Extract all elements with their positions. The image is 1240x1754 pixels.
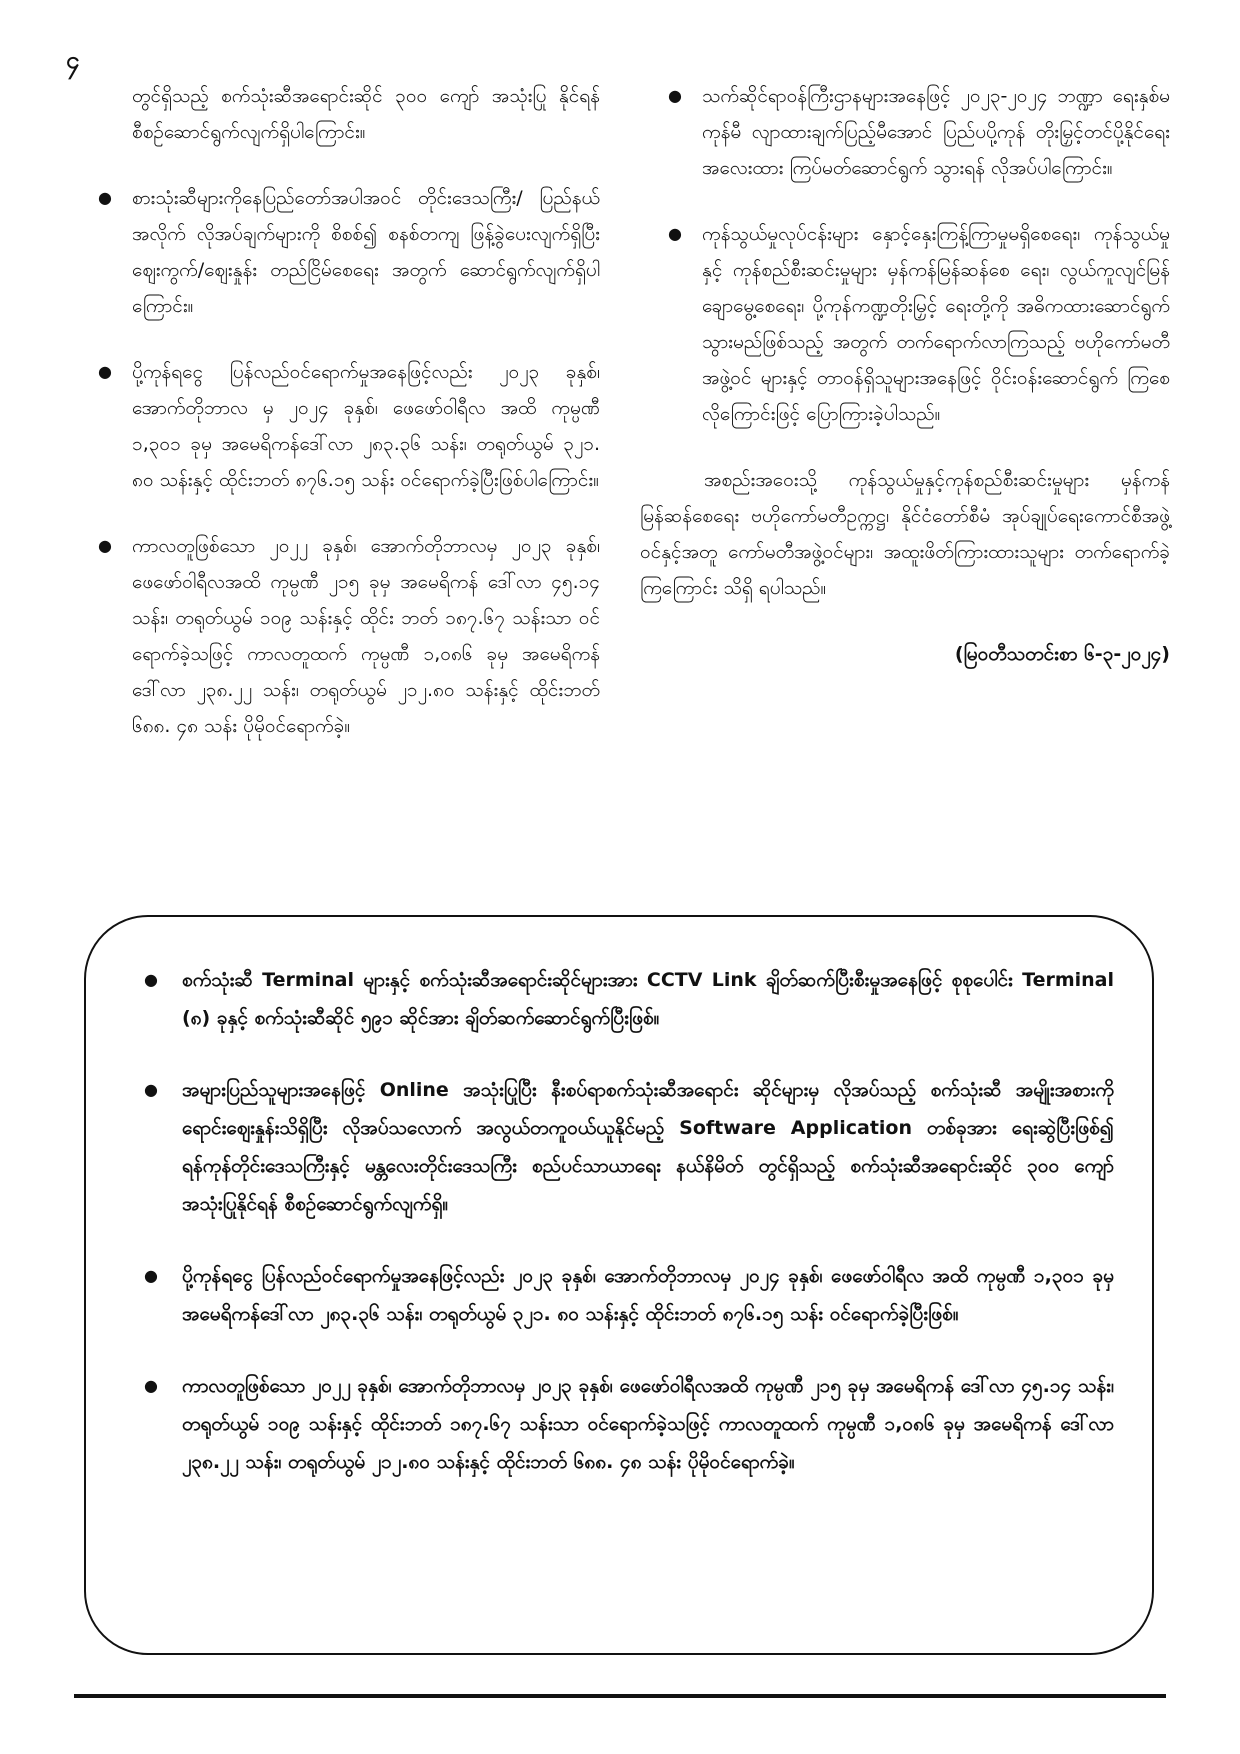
right-bullet-1: ● သက်ဆိုင်ရာဝန်ကြီးဌာနများအနေဖြင့် ၂၀၂၃-၂၀၂၄ ဘဏ္ဍာ ရေးနှစ်မကုန်မီ လျာထားချက်ပြည့်မီအောင် ပြည်ပပို့ကုန် တိုးမြှင့်တင်ပို့နိုင်ရေး အလေးထား ကြပ်မတ်ဆောင်ရွက် သွားရန် လိုအပ်ပါကြောင်း။ [640,78,1170,186]
left-bullet-2: ● ပို့ကုန်ရငွေ ပြန်လည်ဝင်ရောက်မှုအနေဖြင့်လည်း ၂၀၂၃ ခုနှစ်၊ အောက်တိုဘာလ မှ ၂၀၂၄ ခုနှစ်၊ ဖေဖော်ဝါရီလ အထိ ကုမ္ပဏီ ၁,၃၀၁ ခုမှ အမေရိကန်ဒေါ်လာ ၂၈၃.၃၆ သန်း၊ တရုတ်ယွမ် ၃၂၁. ၈၀ သန်းနှင့် ထိုင်းဘတ် ၈၇၆.၁၅ သန်း ဝင်ရောက်ခဲ့ပြီးဖြစ်ပါကြောင်း။ [70,354,600,498]
continued-paragraph: တွင်ရှိသည့် စက်သုံးဆီအရောင်းဆိုင် ၃၀၀ ကျော် အသုံးပြု နိုင်ရန် စီစဉ်ဆောင်ရွက်လျက်ရှိပါကြောင်း။ [132,85,600,143]
right-column [640,78,1170,702]
page-number: ၄ [66,46,80,74]
box-bullet-3: ● ပို့ကုန်ရငွေ ပြန်လည်ဝင်ရောက်မှုအနေဖြင့်လည်း ၂၀၂၃ ခုနှစ်၊ အောက်တိုဘာလမှ ၂၀၂၄ ခုနှစ်၊ ဖေဖော်ဝါရီလ အထိ ကုမ္ပဏီ ၁,၃၀၁ ခုမှ အမေရိကန်ဒေါ်လာ ၂၈၃.၃၆ သန်း၊ တရုတ်ယွမ် ၃၂၁. ၈၀ သန်းနှင့် ထိုင်းဘတ် ၈၇၆.၁၅ သန်း ဝင်ရောက်ခဲ့ပြီးဖြစ်။ [124,1257,1114,1333]
left-bullet-1: ● စားသုံးဆီများကိုနေပြည်တော်အပါအဝင် တိုင်းဒေသကြီး/ ပြည်နယ်အလိုက် လိုအပ်ချက်များကို စိစစ်၍ စနစ်တကျ ဖြန့်ခွဲပေးလျက်ရှိပြီး ဈေးကွက်/ဈေးနှုန်း တည်ငြိမ်စေရေး အတွက် ဆောင်ရွက်လျက်ရှိပါကြောင်း။ [70,180,600,324]
box-bullet-2: ● အများပြည်သူများအနေဖြင့် Online အသုံးပြုပြီး နီးစပ်ရာစက်သုံးဆီအရောင်း ဆိုင်များမှ လိုအပ်သည့် စက်သုံးဆီ အမျိုးအစားကို ရောင်းဈေးနှုန်းသိရှိပြီး လိုအပ်သလောက် အလွယ်တကူဝယ်ယူနိုင်မည့် Software Application တစ်ခုအား ရေးဆွဲပြီးဖြစ်၍ ရန်ကုန်တိုင်းဒေသကြီးနှင့် မန္တလေးတိုင်းဒေသကြီး စည်ပင်သာယာရေး နယ်နိမိတ် တွင်ရှိသည့် စက်သုံးဆီအရောင်းဆိုင် ၃၀၀ ကျော် အသုံးပြုနိုင်ရန် စီစဉ်ဆောင်ရွက်လျက်ရှိ။ [124,1071,1114,1223]
left-bullet-3: ● ကာလတူဖြစ်သော ၂၀၂၂ ခုနှစ်၊ အောက်တိုဘာလမှ ၂၀၂၃ ခုနှစ်၊ ဖေဖော်ဝါရီလအထိ ကုမ္ပဏီ ၂၁၅ ခုမှ အမေရိကန် ဒေါ်လာ ၄၅.၁၄ သန်း၊ တရုတ်ယွမ် ၁၀၉ သန်းနှင့် ထိုင်း ဘတ် ၁၈၇.၆၇ သန်းသာ ဝင်ရောက်ခဲ့သဖြင့် ကာလတူထက် ကုမ္ပဏီ ၁,၀၈၆ ခုမှ အမေရိကန် ဒေါ်လာ ၂၃၈.၂၂ သန်း၊ တရုတ်ယွမ် ၂၁၂.၈၀ သန်းနှင့် ထိုင်းဘတ် ၆၈၈. ၄၈ သန်း ပိုမိုဝင်ရောက်ခဲ့။ [70,528,600,744]
left-column [70,78,600,774]
bottom-divider [74,1694,1166,1698]
box-bullet-4: ● ကာလတူဖြစ်သော ၂၀၂၂ ခုနှစ်၊ အောက်တိုဘာလမှ ၂၀၂၃ ခုနှစ်၊ ဖေဖော်ဝါရီလအထိ ကုမ္ပဏီ ၂၁၅ ခုမှ အမေရိကန် ဒေါ်လာ ၄၅.၁၄ သန်း၊ တရုတ်ယွမ် ၁၀၉ သန်းနှင့် ထိုင်းဘတ် ၁၈၇.၆၇ သန်းသာ ဝင်ရောက်ခဲ့သဖြင့် ကာလတူထက် ကုမ္ပဏီ ၁,၀၈၆ ခုမှ အမေရိကန် ဒေါ်လာ ၂၃၈.၂၂ သန်း၊ တရုတ်ယွမ် ၂၁၂.၈၀ သန်းနှင့် ထိုင်းဘတ် ၆၈၈. ၄၈ သန်း ပိုမိုဝင်ရောက်ခဲ့။ [124,1367,1114,1481]
right-bullet-2: ● ကုန်သွယ်မှုလုပ်ငန်းများ နှောင့်နှေးကြန့်ကြာမှုမရှိစေရေး၊ ကုန်သွယ်မှုနှင့် ကုန်စည်စီးဆင်းမှုများ မှန်ကန်မြန်ဆန်စေ ရေး၊ လွယ်ကူလျင်မြန်ချောမွေ့စေရေး၊ ပို့ကုန်ကဏ္ဍတိုးမြှင့် ရေးတို့ကို အဓိကထားဆောင်ရွက်သွားမည်ဖြစ်သည့် အတွက် တက်ရောက်လာကြသည့် ဗဟိုကော်မတီအဖွဲ့ဝင် များနှင့် တာဝန်ရှိသူများအနေဖြင့် ဝိုင်းဝန်းဆောင်ရွက် ကြစေလိုကြောင်းဖြင့် ပြောကြားခဲ့ပါသည်။ [640,216,1170,432]
source-citation: (မြဝတီသတင်းစာ ၆-၃-၂၀၂၄) [954,643,1170,665]
box-bullet-1: ● စက်သုံးဆီ Terminal များနှင့် စက်သုံးဆီအရောင်းဆိုင်များအား CCTV Link ချိတ်ဆက်ပြီးစီးမှုအနေဖြင့် စုစုပေါင်း Terminal (၈) ခုနှင့် စက်သုံးဆီဆိုင် ၅၉၁ ဆိုင်အား ချိတ်ဆက်ဆောင်ရွက်ပြီးဖြစ်။ [124,961,1114,1037]
summary-box [84,915,1154,1655]
closing-paragraph: အစည်းအဝေးသို့ ကုန်သွယ်မှုနှင့်ကုန်စည်စီးဆင်းမှုများ မှန်ကန်မြန်ဆန်စေရေး ဗဟိုကော်မတီဥက္ကဋ္ဌ၊ နိုင်ငံတော်စီမံ အုပ်ချုပ်ရေးကောင်စီအဖွဲ့ဝင်နှင့်အတူ ကော်မတီအဖွဲ့ဝင်များ၊ အထူးဖိတ်ကြားထားသူများ တက်ရောက်ခဲ့ကြကြောင်း သိရှိ ရပါသည်။ [640,469,1170,599]
